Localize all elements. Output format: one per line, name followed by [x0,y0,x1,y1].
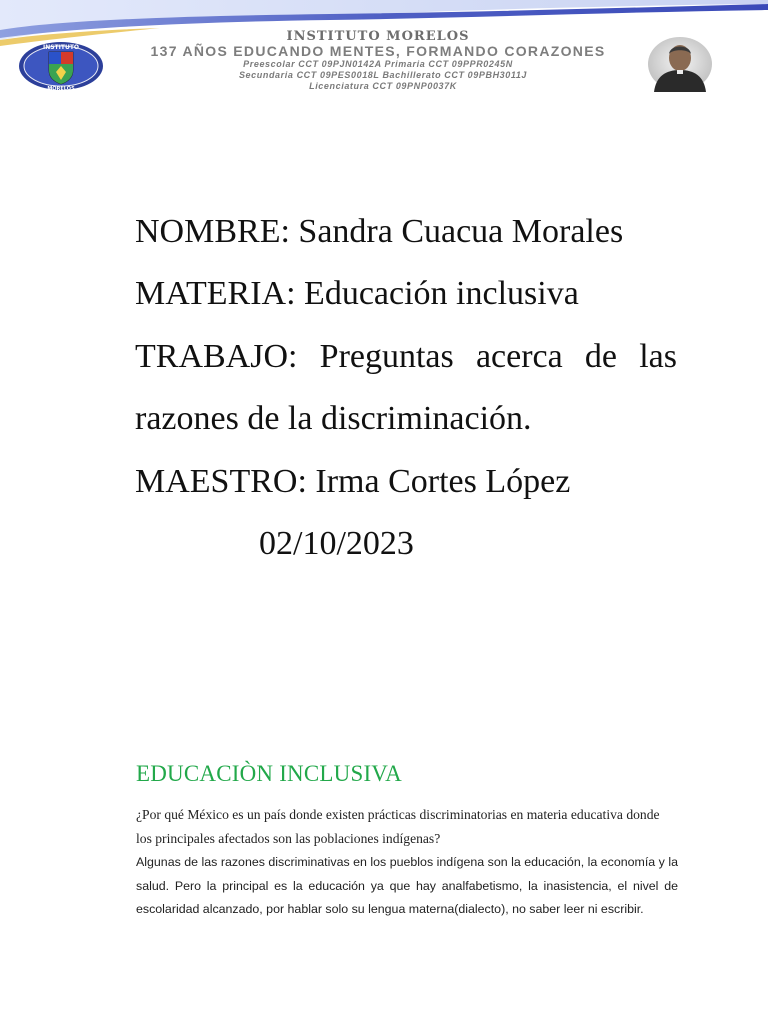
answer-paragraph: Algunas de las razones discriminativas en los pueblos indígena son la educación, la economía y la salud. Pero la principal es la educación ya que hay analfabetismo, la inasistencia, el nivel de escolaridad alcanzado, por hablar solo su lengua materna(dialecto), no saber leer ni escribir. [136,855,678,916]
cct-line-2: Secundaria CCT 09PES0018L Bachillerato CCT 09PBH3011J [238,70,528,80]
founder-portrait-icon [646,36,714,92]
letterhead [0,0,768,100]
school-emblem-icon [16,40,106,92]
date: 02/10/2023 [259,525,414,563]
student-name: NOMBRE: Sandra Cuacua Morales [135,213,624,250]
question-paragraph: ¿Por qué México es un país donde existen prácticas discriminatorias en materia educativa donde los principales afectados son las poblaciones indígenas? [136,807,660,846]
teacher-name: MAESTRO: Irma Cortes López [135,462,571,500]
assignment-line-2: razones de la discriminación. [135,400,532,438]
emblem-text-bottom: MORELOS [47,86,75,92]
subject: MATERIA: Educación inclusiva [135,275,579,313]
assignment-word: de [584,337,617,375]
school-name: INSTITUTO MORELOS [286,29,470,44]
school-slogan: 137 AÑOS EDUCANDO MENTES, FORMANDO CORAZONES [150,43,606,59]
assignment-word: acerca [475,337,563,375]
cover-info [135,201,677,575]
assignment-word: Preguntas [319,337,454,375]
cct-line-1: Preescolar CCT 09PJN0142A Primaria CCT 09PPR0245N [243,59,513,69]
emblem-text-top: INSTITUTO [42,44,80,51]
section-title: EDUCACIÒN INCLUSIVA [136,761,402,786]
assignment-line-1 [135,326,677,388]
assignment-word: las [639,337,677,375]
assignment-word: TRABAJO: [135,337,298,375]
cct-line-3: Licenciatura CCT 09PNP0037K [309,81,457,91]
letterhead-text [118,30,638,92]
